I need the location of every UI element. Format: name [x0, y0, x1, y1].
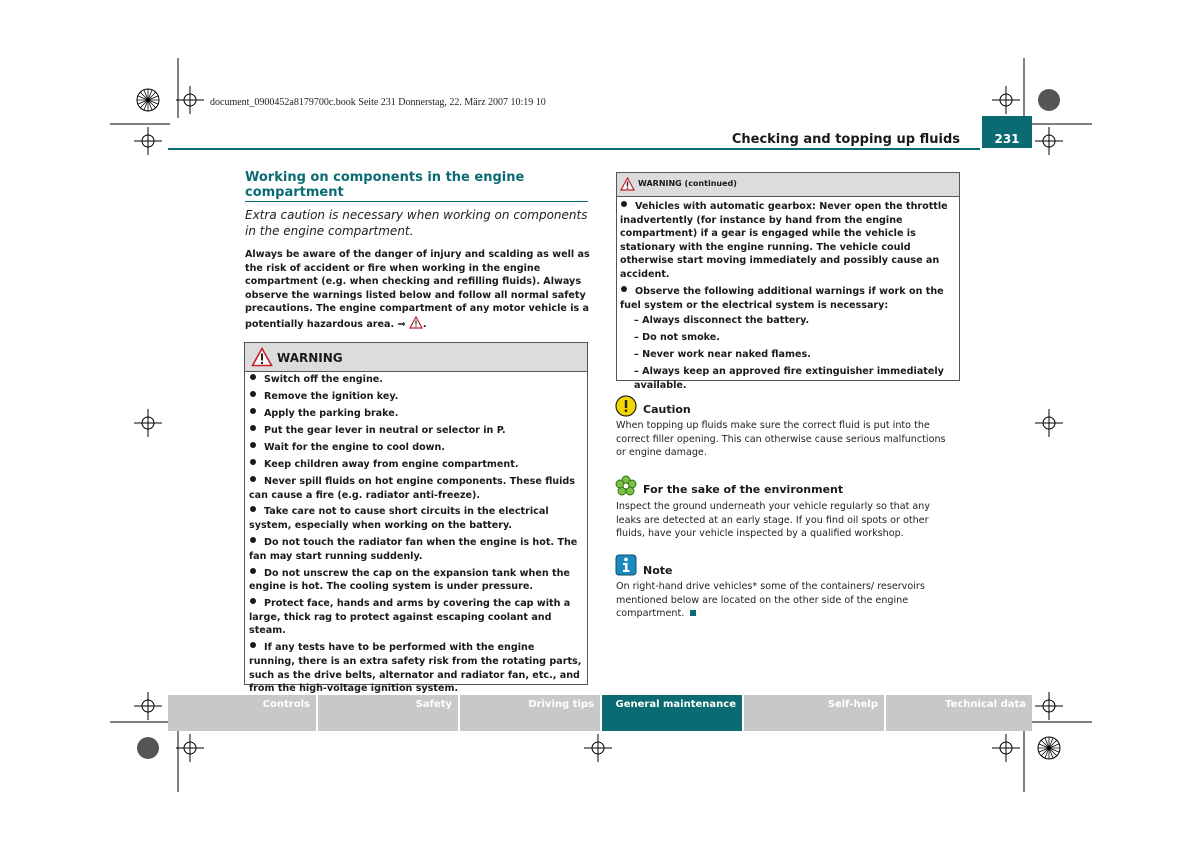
list-item [620, 285, 956, 392]
sub-list-item-text: Never work near naked flames. [642, 349, 811, 361]
bullet-icon [250, 374, 256, 380]
list-item [249, 458, 583, 472]
list-item-text: Do not touch the radiator fan when the engine is hot. The fan may start running suddenly. [249, 537, 578, 562]
list-item-text: Observe the following additional warnings if work on the fuel system or the electrical system is necessary: [620, 285, 944, 311]
warning-list [249, 373, 583, 699]
list-item-text: Put the gear lever in neutral or selector in P. [264, 424, 506, 436]
page-number: 231 [982, 116, 1032, 148]
list-item [249, 536, 583, 563]
info-icon [615, 554, 637, 576]
list-item [249, 505, 583, 532]
note-body-text: On right-hand drive vehicles* some of the containers/ reservoirs mentioned below are located on the other side of the engine compartment. [616, 581, 925, 620]
tab-controls[interactable]: Controls [168, 695, 316, 731]
tab-driving-tips[interactable]: Driving tips [460, 695, 600, 731]
flower-icon [615, 475, 637, 497]
warning-triangle-icon [251, 347, 273, 367]
list-item-text: Protect face, hands and arms by covering the cap with a large, thick rag to protect against escaping coolant and steam. [249, 598, 571, 637]
bullet-icon [250, 391, 256, 397]
list-item-text: Wait for the engine to cool down. [264, 441, 446, 453]
bullet-icon [250, 568, 256, 574]
sub-list-item: – Do not smoke. [634, 332, 720, 344]
chapter-nav [168, 695, 1032, 731]
environment-title: For the sake of the environment [643, 483, 844, 496]
list-item-text: Take care not to cause short circuits in the electrical system, especially when working on the battery. [249, 506, 549, 532]
list-item [249, 597, 583, 638]
list-item-text: Do not unscrew the cap on the expansion tank when the engine is hot. The cooling system is under pressure. [249, 567, 570, 593]
list-item [249, 424, 583, 438]
list-item [249, 475, 583, 502]
list-item-text: Never spill fluids on hot engine components. These fluids can cause a fire (e.g. radiator anti-freeze). [249, 475, 576, 501]
caution-title: Caution [643, 403, 691, 416]
list-item [249, 567, 583, 594]
list-item [249, 641, 583, 695]
list-item-text: Remove the ignition key. [264, 390, 399, 402]
section-body: Always be aware of the danger of injury and scalding as well as the risk of accident or fire when working in the engine compartment (e.g. when checking and refilling fluids). Always observe the warnings listed below and follow all normal safety precautions. The engine compartment of any motor vehicle is a potentially hazardous area. ⇒ . [245, 249, 590, 330]
bullet-icon [250, 506, 256, 512]
warning-box [244, 342, 588, 695]
sub-list-item: – Always keep an approved fire extinguisher immediately available. [634, 366, 944, 391]
sub-list-item-text: Always disconnect the battery. [642, 315, 810, 327]
warning-continued-box [616, 172, 960, 391]
section-rule [245, 201, 588, 202]
warning-continued-list [620, 200, 956, 396]
warning-continued-header [617, 173, 959, 197]
section-title: Working on components in the engine compartment [245, 170, 525, 200]
tab-safety[interactable]: Safety [318, 695, 458, 731]
note-title: Note [643, 564, 673, 577]
bullet-icon [250, 537, 256, 543]
bullet-icon [621, 201, 627, 207]
gray-disc-mark [1038, 89, 1060, 111]
warning-label: WARNING [277, 351, 343, 365]
list-item [249, 390, 583, 404]
header-rule [168, 148, 980, 150]
note-body [616, 580, 956, 621]
warning-continued-label: WARNING (continued) [638, 179, 737, 188]
list-item [249, 373, 583, 387]
bullet-icon [250, 425, 256, 431]
sub-list-item-text: Always keep an approved fire extinguisher immediately available. [634, 366, 944, 391]
list-item [249, 441, 583, 455]
bullet-icon [250, 598, 256, 604]
sub-list [620, 314, 956, 392]
caution-body: When topping up fluids make sure the correct fluid is put into the correct filler opening. This can otherwise cause serious malfunctions or engine damage. [616, 420, 946, 459]
list-item [620, 200, 956, 282]
list-item-text: Keep children away from engine compartment. [264, 458, 519, 470]
bullet-icon [250, 476, 256, 482]
print-info-line: document_0900452a8179700c.book Seite 231 Donnerstag, 22. März 2007 10:19 10 [210, 97, 546, 108]
list-item-text: Apply the parking brake. [264, 407, 399, 419]
list-item-text: If any tests have to be performed with the engine running, there is an extra safety risk from the rotating parts, such as the drive belts, alternator and radiator fan, etc., and from the high-voltage ignition system. [249, 642, 582, 695]
reference-arrow: ⇒ [397, 318, 406, 330]
warning-triangle-icon [409, 316, 423, 329]
bullet-icon [250, 642, 256, 648]
list-item-text: Vehicles with automatic gearbox: Never open the throttle inadvertently (for instance by hand from the engine compartment) if a gear is engaged while the vehicle is stationary with the engine running. The vehicle could otherwise start moving immediately and possibly cause an accident. [620, 201, 948, 280]
end-marker-icon [690, 610, 696, 616]
list-item-text: Switch off the engine. [264, 374, 383, 385]
sub-list-item-text: Do not smoke. [642, 332, 720, 344]
environment-body: Inspect the ground underneath your vehicle regularly so that any leaks are detected at an early stage. If you find oil spots or other fluids, have your vehicle inspected by a qualified workshop. [616, 501, 931, 540]
warning-box-header [245, 343, 587, 372]
tab-general-maintenance[interactable]: General maintenance [602, 695, 742, 731]
bullet-icon [250, 442, 256, 448]
sub-list-item: – Never work near naked flames. [634, 349, 811, 361]
gray-disc-mark [137, 737, 159, 759]
section-intro: Extra caution is necessary when working on components in the engine compartment. [245, 208, 588, 238]
warning-triangle-icon [620, 177, 635, 191]
sub-list-item: – Always disconnect the battery. [634, 315, 810, 327]
section-body-text: Always be aware of the danger of injury and scalding as well as the risk of accident or fire when working in the engine compartment (e.g. when checking and refilling fluids). Always observe the warnings listed below and follow all normal safety precautions. The engine compartment of any motor vehicle is a potentially hazardous area. [245, 249, 590, 330]
bullet-icon [250, 408, 256, 414]
list-item [249, 407, 583, 421]
bullet-icon [250, 459, 256, 465]
tab-technical-data[interactable]: Technical data [886, 695, 1032, 731]
caution-icon [615, 395, 637, 417]
chapter-title: Checking and topping up fluids [731, 132, 960, 147]
bullet-icon [621, 286, 627, 292]
tab-self-help[interactable]: Self-help [744, 695, 884, 731]
